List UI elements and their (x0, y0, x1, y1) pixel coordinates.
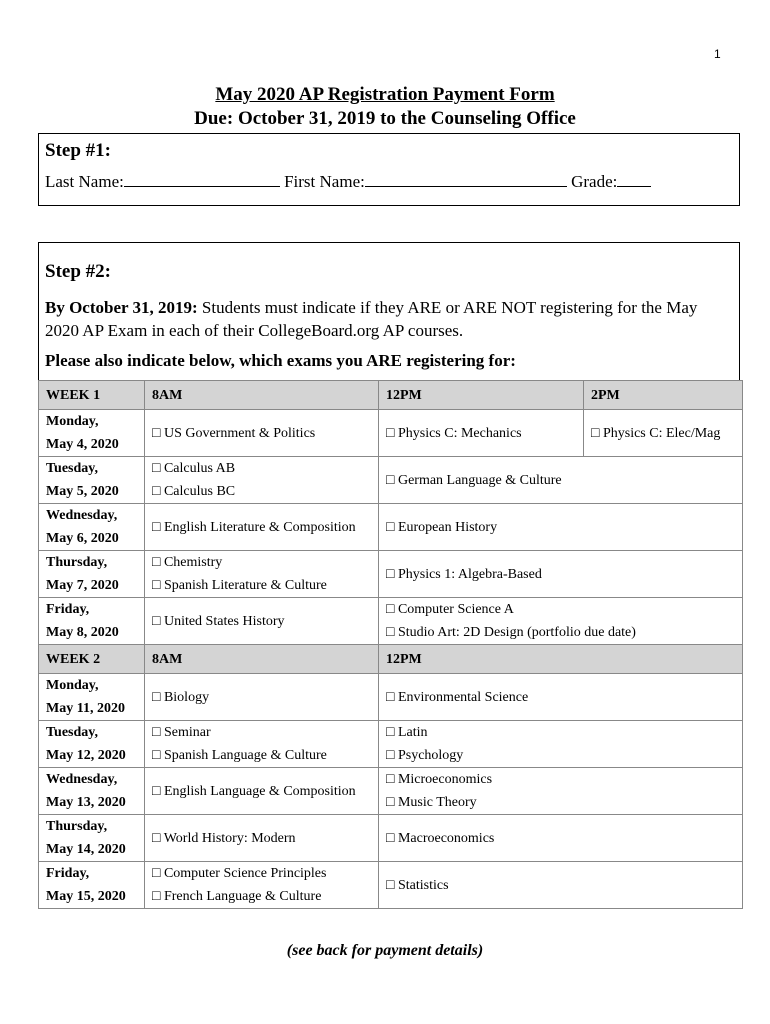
exam-checkbox-option[interactable]: □ World History: Modern (152, 830, 296, 846)
week1-day-row (39, 551, 743, 598)
week1-day-row (39, 598, 743, 645)
week1-day-row (39, 457, 743, 504)
exam-checkbox-option[interactable]: □ Physics 1: Algebra-Based (386, 566, 542, 582)
exam-date: May 8, 2020 (46, 625, 119, 640)
exam-day-name: Tuesday, (46, 461, 99, 476)
exam-day-cell (39, 457, 145, 504)
step1-box (38, 133, 740, 206)
week2-pm-cell (379, 862, 743, 909)
week1-am-cell (145, 410, 379, 457)
week2-header-cell: 12PM (379, 645, 743, 674)
step2-instructions (45, 296, 735, 342)
exam-day-cell (39, 674, 145, 721)
exam-date: May 14, 2020 (46, 842, 126, 857)
week2-am-cell (145, 721, 379, 768)
exam-checkbox-option[interactable]: □ Physics C: Elec/Mag (591, 425, 721, 441)
week2-am-cell (145, 862, 379, 909)
last-name-label: Last Name: (45, 172, 124, 191)
exam-checkbox-option[interactable]: □ Computer Science Principles (152, 866, 327, 881)
week2-pm-cell (379, 674, 743, 721)
exam-checkbox-option[interactable]: □ Macroeconomics (386, 830, 495, 846)
first-name-label: First Name: (284, 172, 365, 191)
week2-day-row (39, 768, 743, 815)
exam-day-name: Wednesday, (46, 772, 118, 787)
first-name-field[interactable] (365, 172, 567, 187)
week2-day-row (39, 674, 743, 721)
week1-pm-cell (379, 504, 743, 551)
exam-checkbox-option[interactable]: □ Spanish Language & Culture (152, 748, 327, 763)
exam-checkbox-option[interactable]: □ Biology (152, 689, 210, 705)
week2-am-cell (145, 674, 379, 721)
week1-day-row (39, 504, 743, 551)
week1-am-cell (145, 504, 379, 551)
week2-pm-cell (379, 768, 743, 815)
exam-date: May 4, 2020 (46, 437, 119, 452)
exam-day-name: Thursday, (46, 555, 108, 570)
week1-header-cell: 8AM (145, 381, 379, 410)
exam-checkbox-option[interactable]: □ Spanish Literature & Culture (152, 578, 327, 593)
exam-checkbox-option[interactable]: □ Statistics (386, 877, 449, 893)
exam-day-cell (39, 862, 145, 909)
exam-checkbox-option[interactable]: □ Studio Art: 2D Design (portfolio due date) (386, 625, 636, 640)
week2-day-row (39, 862, 743, 909)
exam-checkbox-option[interactable]: □ Computer Science A (386, 602, 514, 617)
exam-day-name: Wednesday, (46, 508, 118, 523)
exam-checkbox-option[interactable]: □ French Language & Culture (152, 889, 322, 904)
exam-date: May 5, 2020 (46, 484, 119, 499)
footer-note: (see back for payment details) (286, 942, 484, 959)
exam-day-name: Thursday, (46, 819, 108, 834)
exam-date: May 15, 2020 (46, 889, 126, 904)
exam-date: May 6, 2020 (46, 531, 119, 546)
week2-am-cell (145, 768, 379, 815)
exam-date: May 13, 2020 (46, 795, 126, 810)
exam-checkbox-option[interactable]: □ Music Theory (386, 795, 477, 810)
week1-pm-cell (379, 457, 743, 504)
exam-checkbox-option[interactable]: □ English Language & Composition (152, 783, 356, 799)
week2-header-row (39, 645, 743, 674)
exam-day-cell (39, 551, 145, 598)
week1-am-cell (145, 551, 379, 598)
week1-header-cell: WEEK 1 (39, 381, 145, 410)
exam-day-name: Friday, (46, 602, 90, 617)
grade-field[interactable] (617, 172, 651, 187)
week1-header-cell: 2PM (584, 381, 743, 410)
exam-date: May 12, 2020 (46, 748, 126, 763)
exam-day-cell (39, 598, 145, 645)
exam-day-name: Tuesday, (46, 725, 99, 740)
week1-pm2-cell (584, 410, 743, 457)
step2-heading: Step #2: (45, 261, 111, 282)
exam-day-cell (39, 410, 145, 457)
exam-checkbox-option[interactable]: □ Seminar (152, 725, 211, 740)
week2-header-cell: 8AM (145, 645, 379, 674)
exam-day-name: Friday, (46, 866, 90, 881)
exam-checkbox-option[interactable]: □ Calculus AB (152, 461, 236, 476)
deadline-text: Students must indicate if they ARE or ARE NOT registering for the May 2020 AP Exam in each of their CollegeBoard.org AP courses. (45, 298, 698, 340)
week2-am-cell (145, 815, 379, 862)
exam-checkbox-option[interactable]: □ Latin (386, 725, 428, 740)
grade-label: Grade: (571, 172, 618, 191)
exam-date: May 7, 2020 (46, 578, 119, 593)
exam-checkbox-option[interactable]: □ Physics C: Mechanics (386, 425, 522, 441)
exam-checkbox-option[interactable]: □ European History (386, 519, 498, 535)
name-row (45, 172, 651, 192)
week1-header-row (39, 381, 743, 410)
exam-day-cell (39, 768, 145, 815)
week2-day-row (39, 721, 743, 768)
exam-checkbox-option[interactable]: □ Psychology (386, 748, 464, 763)
step2-box (38, 242, 740, 382)
exam-checkbox-option[interactable]: □ Environmental Science (386, 689, 529, 705)
week1-am-cell (145, 457, 379, 504)
exam-day-cell (39, 815, 145, 862)
exam-selection-instruction: Please also indicate below, which exams you ARE registering for: (45, 351, 516, 370)
deadline-bold: By October 31, 2019: (45, 298, 198, 317)
form-due-date: Due: October 31, 2019 to the Counseling Office (194, 108, 576, 129)
week1-header-cell: 12PM (379, 381, 584, 410)
exam-day-cell (39, 504, 145, 551)
exam-checkbox-option[interactable]: □ United States History (152, 613, 285, 629)
page-number: 1 (714, 47, 721, 61)
week1-pm-cell (379, 598, 743, 645)
exam-checkbox-option[interactable]: □ German Language & Culture (386, 472, 562, 488)
last-name-field[interactable] (124, 172, 280, 187)
exam-checkbox-option[interactable]: □ English Literature & Composition (152, 519, 356, 535)
exam-day-name: Monday, (46, 678, 99, 693)
exam-checkbox-option[interactable]: □ Calculus BC (152, 484, 236, 499)
week2-header-cell: WEEK 2 (39, 645, 145, 674)
exam-checkbox-option[interactable]: □ Microeconomics (386, 772, 493, 787)
week1-am-cell (145, 598, 379, 645)
week1-pm-cell (379, 410, 584, 457)
week2-pm-cell (379, 721, 743, 768)
exam-schedule-table (38, 380, 743, 909)
exam-day-name: Monday, (46, 414, 99, 429)
exam-checkbox-option[interactable]: □ US Government & Politics (152, 425, 316, 441)
exam-date: May 11, 2020 (46, 701, 125, 716)
exam-day-cell (39, 721, 145, 768)
week2-pm-cell (379, 815, 743, 862)
week2-day-row (39, 815, 743, 862)
week1-pm-cell (379, 551, 743, 598)
form-title: May 2020 AP Registration Payment Form (215, 84, 555, 105)
week1-day-row (39, 410, 743, 457)
step1-heading: Step #1: (45, 140, 111, 161)
exam-checkbox-option[interactable]: □ Chemistry (152, 555, 223, 570)
